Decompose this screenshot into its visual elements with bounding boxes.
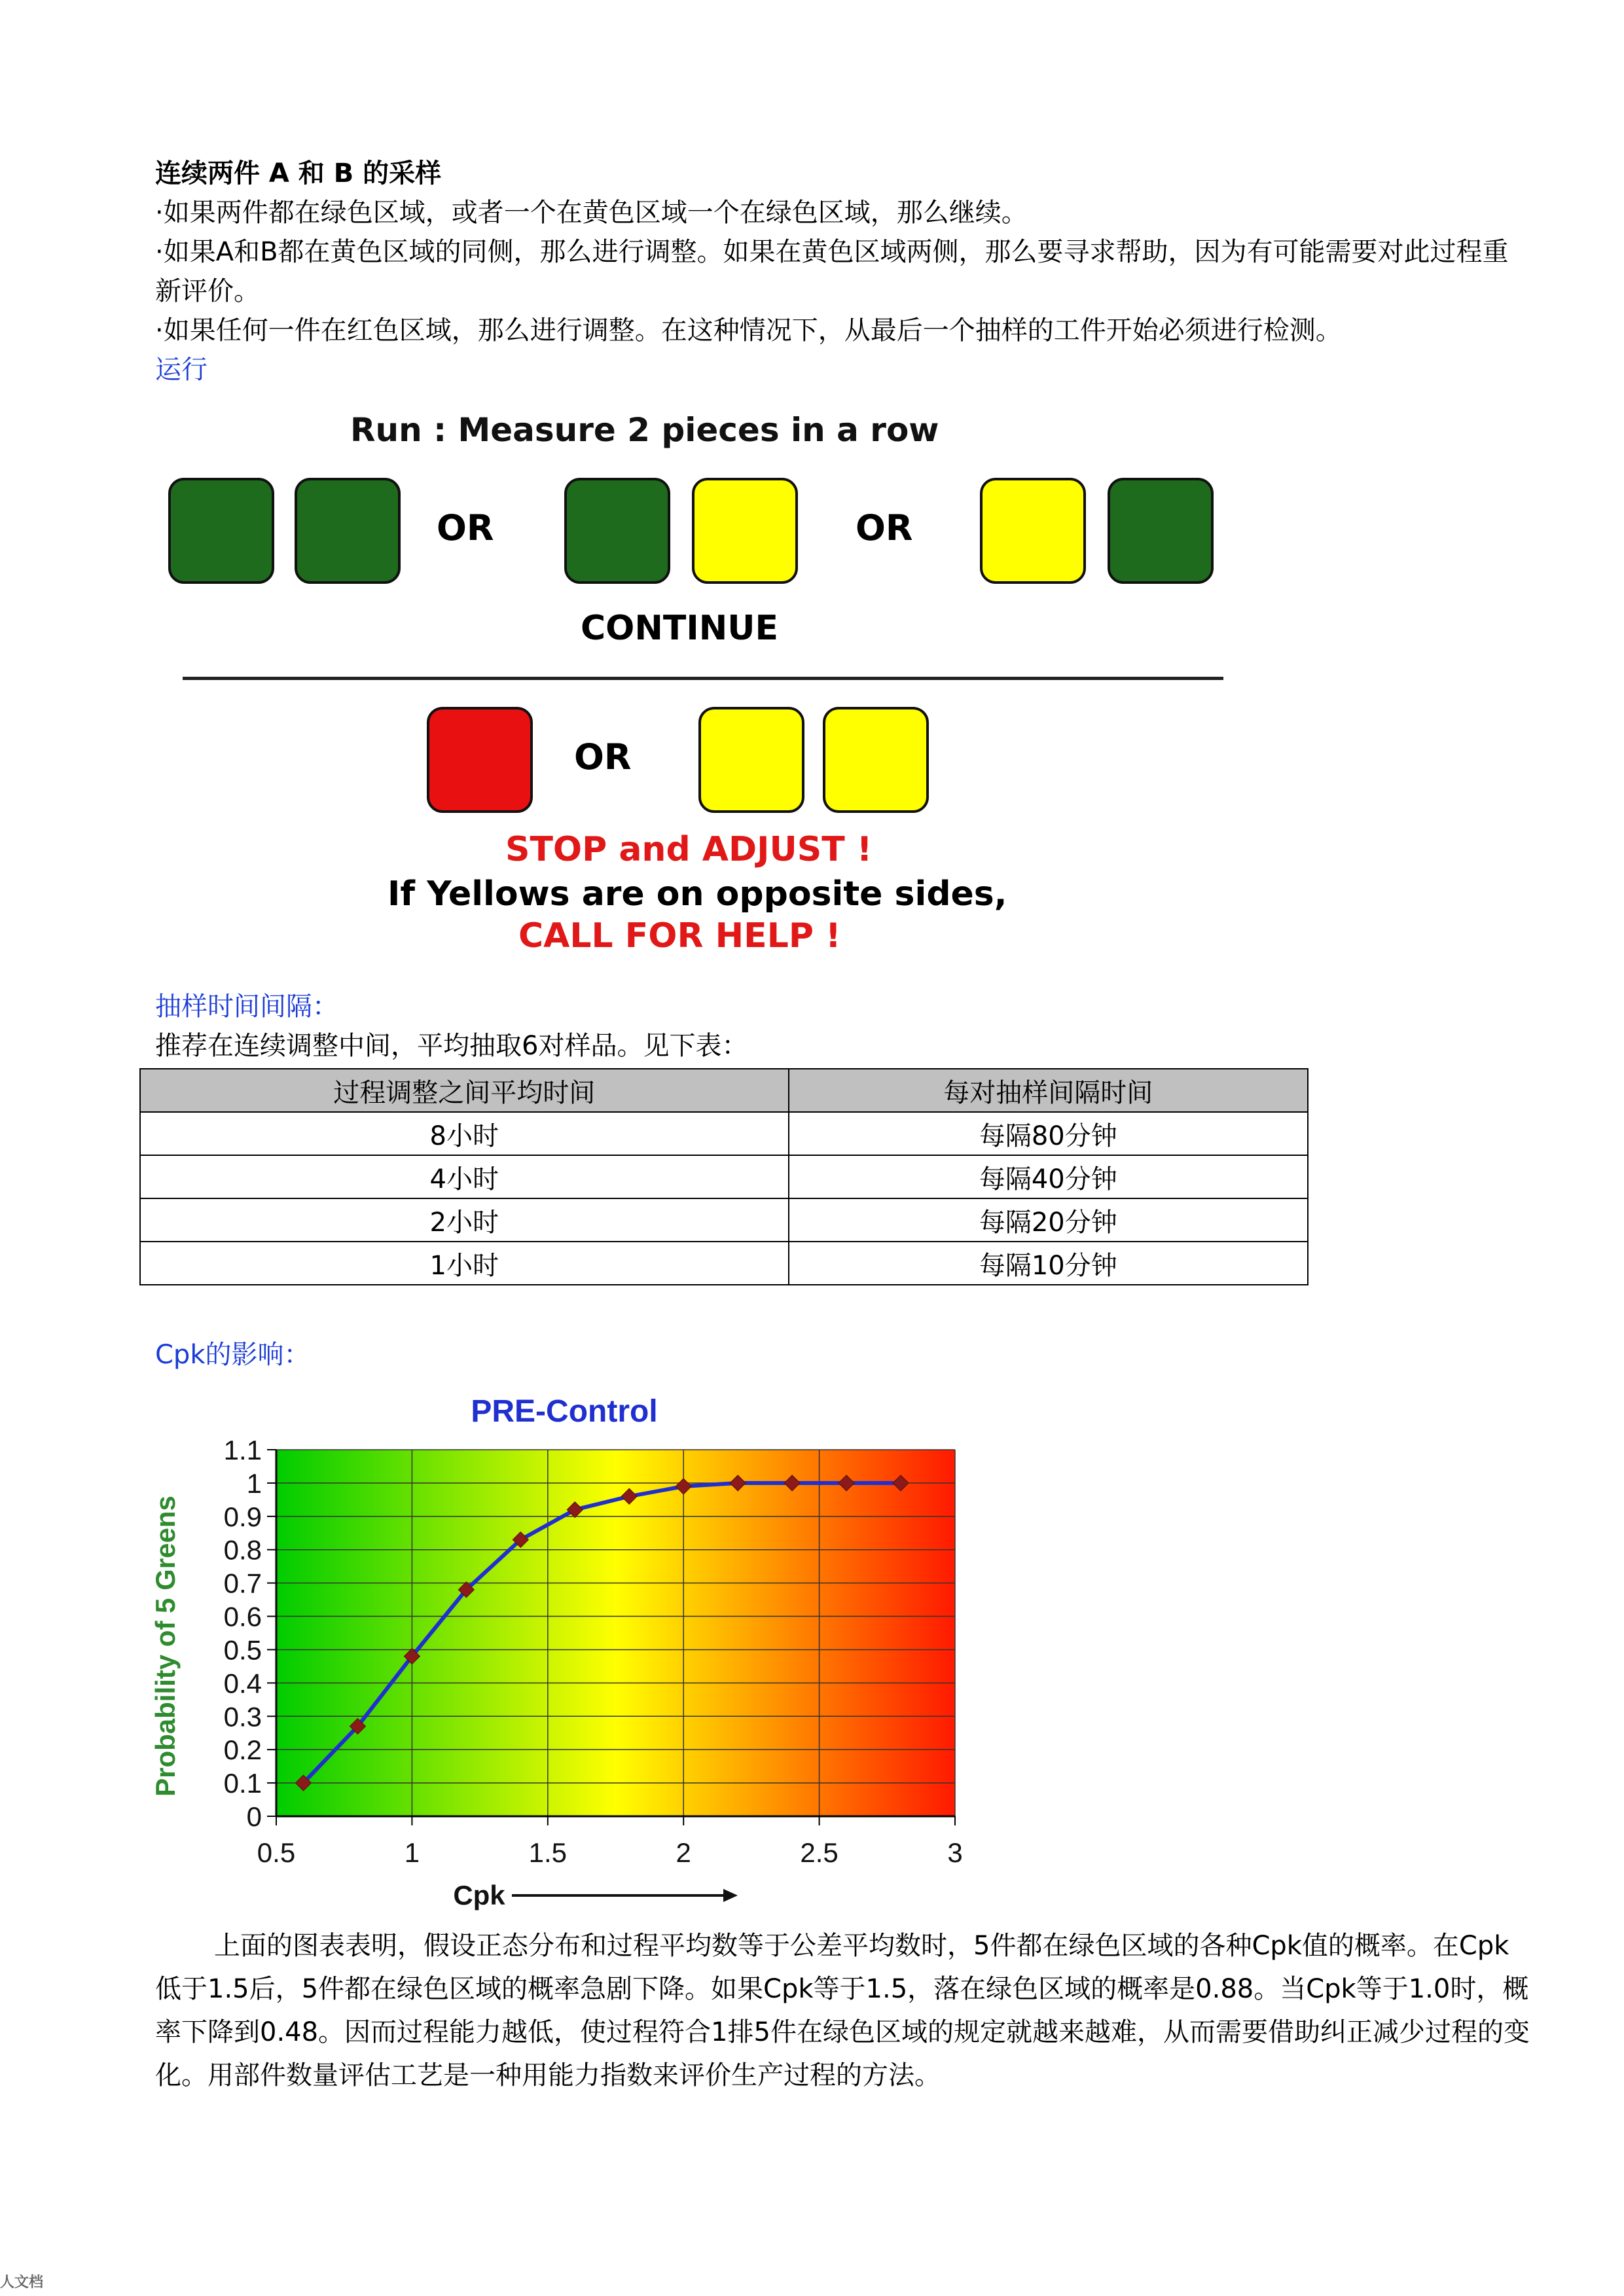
cpk-label: Cpk的影响： [155,1340,310,1370]
y-tick-label: 0.7 [223,1568,262,1599]
x-tick-label: 2.5 [800,1837,839,1868]
y-tick-label: 0.2 [223,1734,262,1766]
or-text: OR [437,507,494,548]
y-tick-label: 0.9 [223,1501,262,1532]
green-square [564,478,670,584]
footer-logo: 人文档 [0,2274,44,2291]
yellow-square [823,707,929,813]
y-tick-label: 0.6 [223,1601,262,1632]
interval-table [139,1068,1308,1285]
table-cell: 每隔80分钟 [789,1112,1308,1155]
green-square [168,478,274,584]
yellow-square [698,707,804,813]
pre-control-chart [150,1388,963,1911]
x-tick-label: 2 [676,1837,691,1868]
continue-text: CONTINUE [581,609,778,648]
x-tick-label: 1 [404,1837,420,1868]
y-tick-label: 0.4 [223,1668,262,1699]
or-text: OR [574,736,632,778]
y-axis-label: Probability of 5 Greens [150,1496,181,1797]
x-tick-label: 0.5 [257,1837,296,1868]
table-header: 每对抽样间隔时间 [789,1069,1308,1112]
y-tick-label: 1.1 [223,1435,262,1465]
conclusion-paragraph: 上面的图表表明，假设正态分布和过程平均数等于公差平均数时，5件都在绿色区域的各种Cpk值的概率。在Cpk低于1.5后，5件都在绿色区域的概率急剧下降。如果Cpk等于1.5，落在绿色区域的概率是0.88。当Cpk等于1.0时，概率下降到0.48。因而过程能力越低，使过程符合1排5件在绿色区域的规定就越来越难，从而需要借助纠正减少过程的变化。用部件数量评估工艺是一种用能力指数来评价生产过程的方法。 [155,1931,1530,2090]
table-row [140,1198,1308,1242]
bullet-3: ·如果任何一件在红色区域，那么进行调整。在这种情况下，从最后一个抽样的工件开始必须进行检测。 [155,315,1342,346]
table-cell: 4小时 [140,1155,789,1198]
y-tick-label: 0.5 [223,1634,262,1666]
x-tick-label: 1.5 [528,1837,567,1868]
run-diagram [155,393,1235,982]
y-tick-label: 0 [246,1801,262,1832]
sampling-label: 抽样时间间隔： [155,992,338,1022]
diagram-title: Run : Measure 2 pieces in a row [350,411,939,449]
y-tick-label: 0.8 [223,1534,262,1566]
table-header: 过程调整之间平均时间 [140,1069,789,1112]
section-heading: 连续两件 A 和 B 的采样 [155,158,442,188]
yellow-square [980,478,1086,584]
table-cell: 每隔20分钟 [789,1198,1308,1242]
x-tick-label: 3 [947,1837,963,1868]
table-cell: 1小时 [140,1242,789,1285]
table-cell: 每隔40分钟 [789,1155,1308,1198]
table-cell: 8小时 [140,1112,789,1155]
y-tick-label: 0.1 [223,1768,262,1799]
run-label: 运行 [155,355,208,385]
x-axis-label: Cpk [453,1880,505,1910]
yellow-square [692,478,798,584]
bullet-2: ·如果A和B都在黄色区域的同侧，那么进行调整。如果在黄色区域两侧，那么要寻求帮助，因为有可能需要对此过程重新评价。 [155,237,1509,306]
chart-title: PRE-Control [471,1394,658,1429]
table-row [140,1155,1308,1198]
table-row [140,1112,1308,1155]
or-text: OR [856,507,913,548]
plot-area [276,1450,955,1816]
stop-text: STOP and ADJUST ! [505,830,873,869]
red-square [427,707,533,813]
bullet-1: ·如果两件都在绿色区域，或者一个在黄色区域一个在绿色区域，那么继续。 [155,198,1028,228]
table-header-row [140,1069,1308,1112]
help-text: CALL FOR HELP ! [518,916,841,956]
green-square [295,478,401,584]
y-tick-label: 0.3 [223,1701,262,1732]
table-cell: 每隔10分钟 [789,1242,1308,1285]
green-square [1108,478,1214,584]
table-row [140,1242,1308,1285]
yellows-text: If Yellows are on opposite sides, [388,874,1007,914]
sampling-intro: 推荐在连续调整中间，平均抽取6对样品。见下表： [155,1031,748,1061]
y-tick-label: 1 [246,1467,262,1499]
divider [183,677,1223,680]
table-cell: 2小时 [140,1198,789,1242]
